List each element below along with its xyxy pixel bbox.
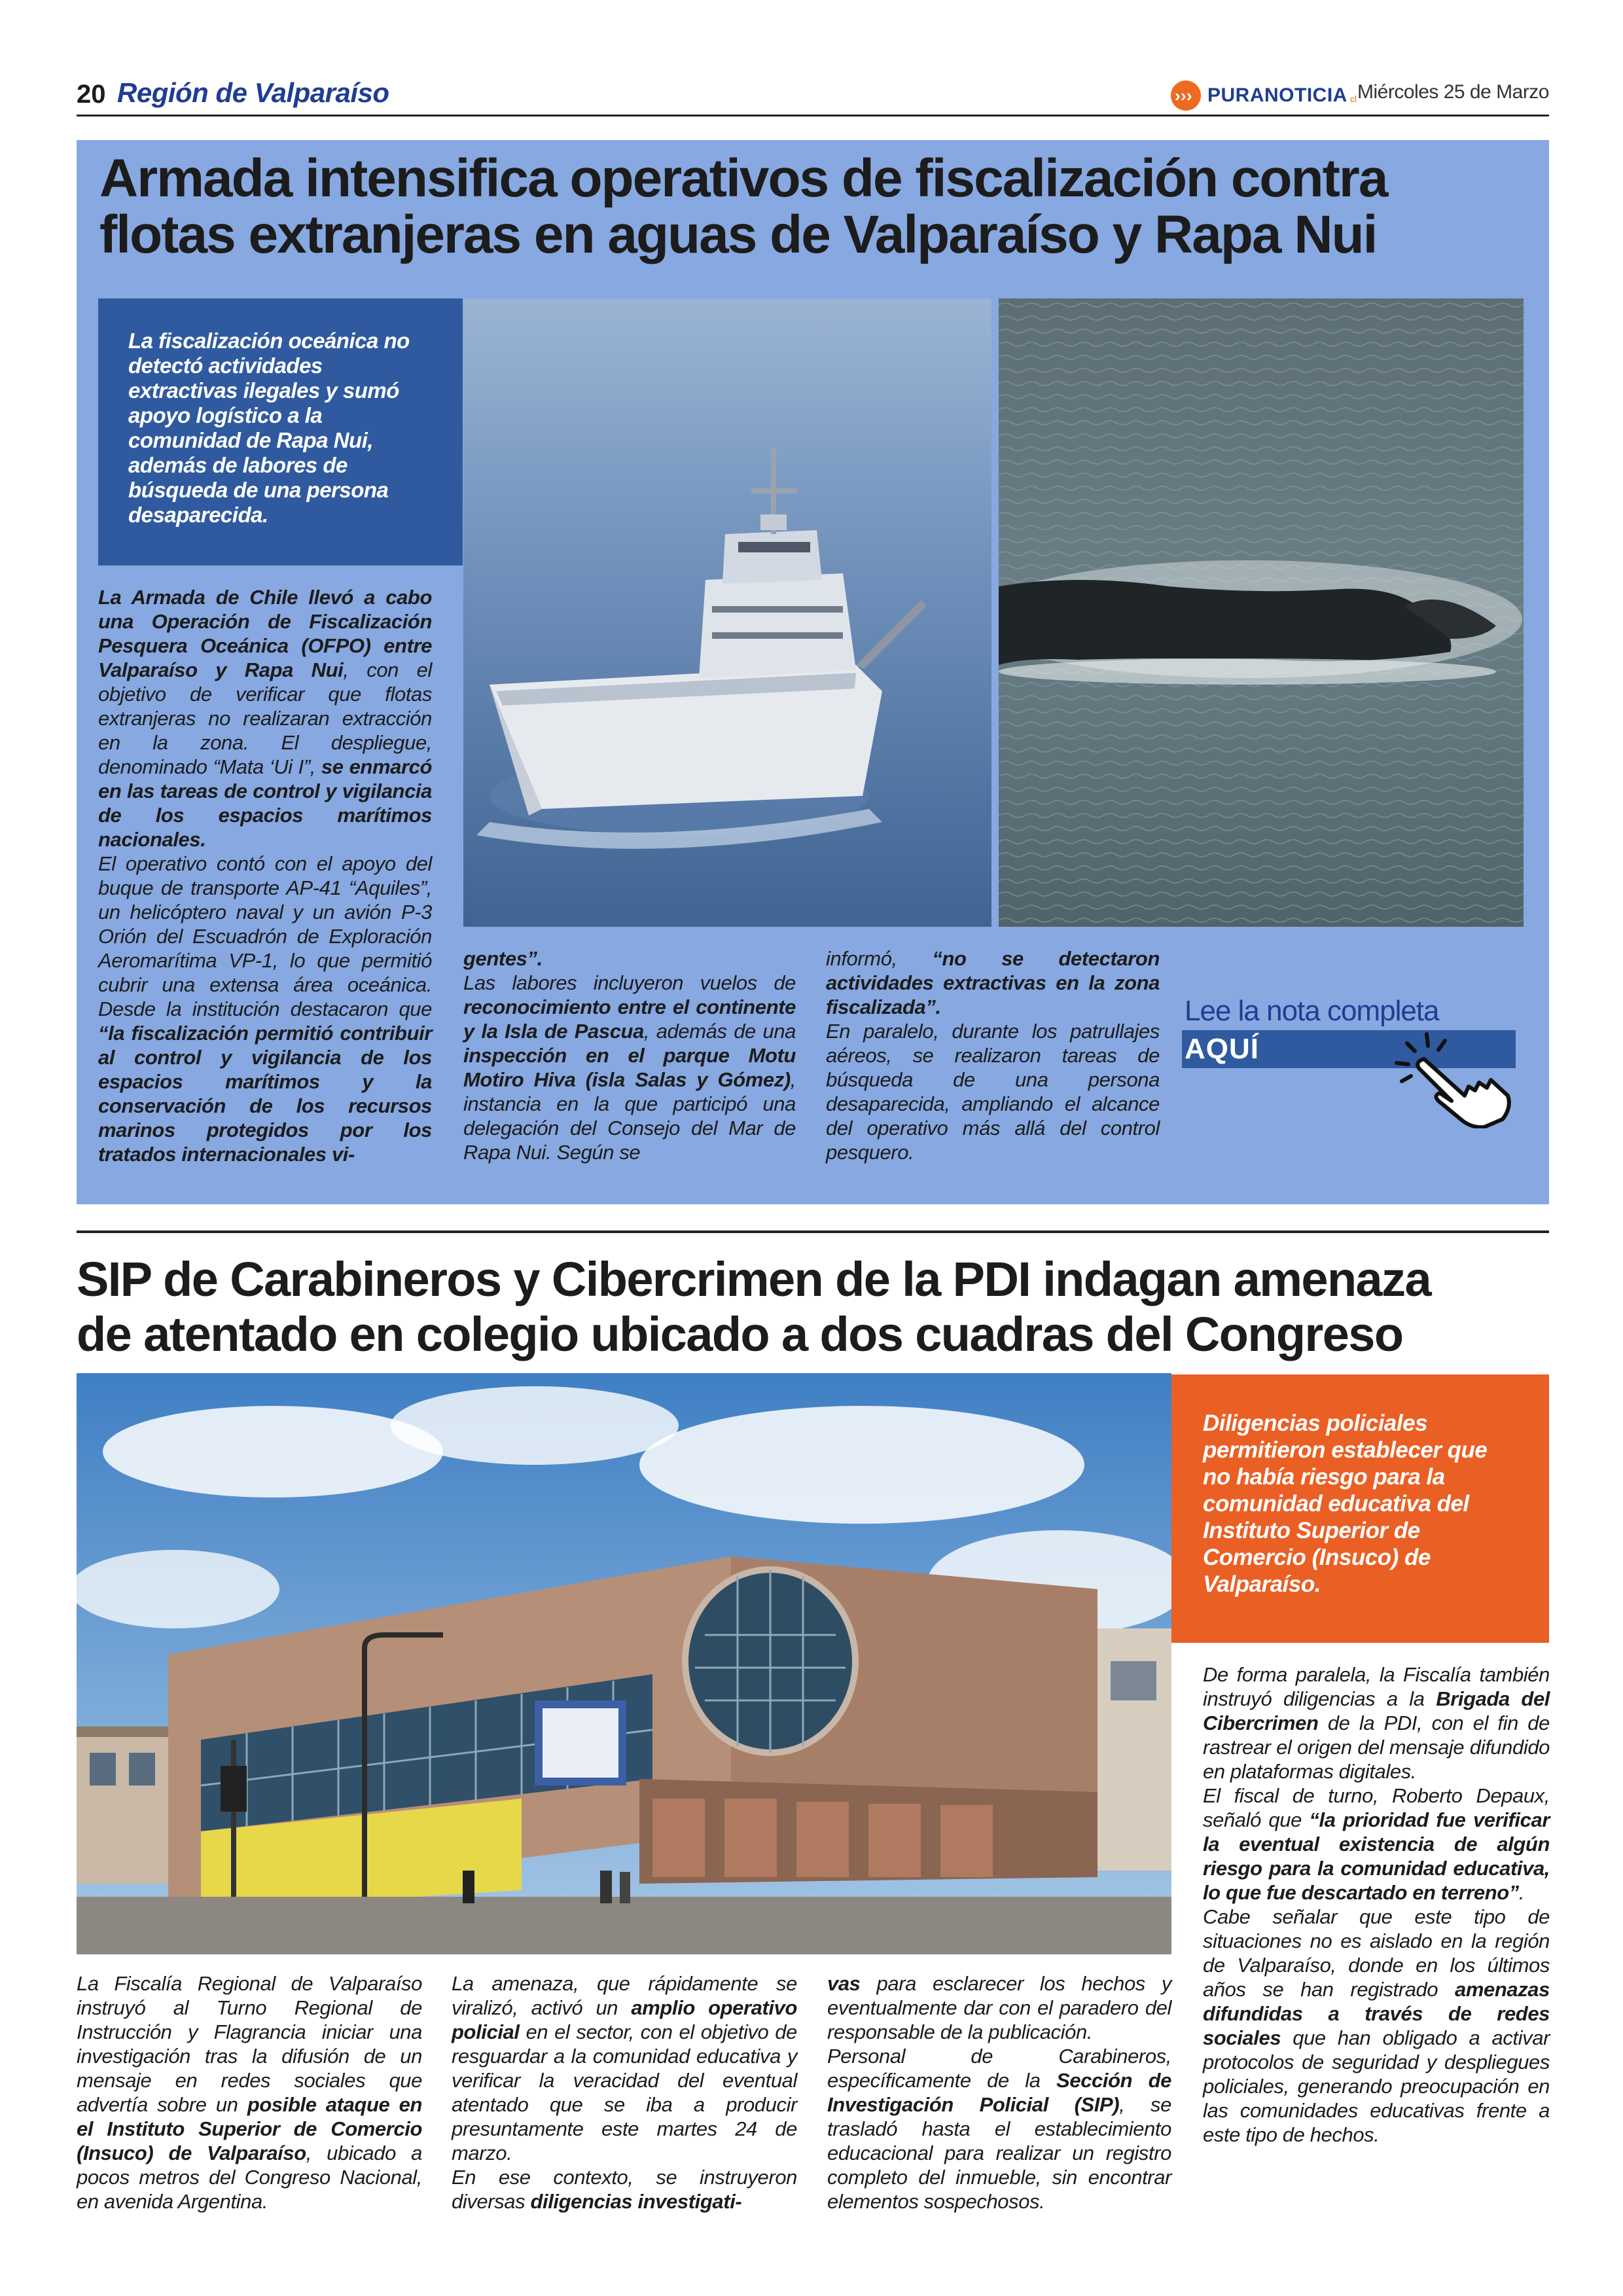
pointing-hand-icon [1393,1030,1516,1128]
story1-col1-seg0: La Armada de Chile llevó a cabo una Operación de Fiscalización Pesquera Oceánica (OFPO) entre Valparaíso y Rapa Nui [98,586,432,681]
story1-col1 [98,585,432,1166]
island-photo [999,298,1524,927]
story2-col1-seg1: posible ataque en el Instituto Superior de Comercio (Insuco) de Valparaíso [77,2093,422,2164]
school-building-photo [77,1373,1171,1954]
story2-col1-seg0: La Fiscalía Regional de Valparaíso instruyó al Turno Regional de Instrucción y Flagrancia iniciar una investigación tras la difusión de un mensaje en redes sociales que advertía sobre un [77,1972,422,2116]
story2-lead: Diligencias policiales permitieron establecer que no había riesgo para la comunidad educativa del Instituto Superior de Comercio (Insuco) de Valparaíso. [1203,1410,1488,1597]
story1-col1-seg3: El operativo contó con el apoyo del buque de transporte AP-41 “Aquiles”, un helicóptero naval y un avión P-3 Orión del Escuadrón de Exploración Aeromarítima VP-1, lo que permitió cubrir una extensa área oceánica. Desde la institución destacaron que [98,852,432,1020]
story1-col3-seg2: En paralelo, durante los patrullajes aéreos, se realizaron tareas de búsqueda de una persona desaparecida, ampliando el alcance del operativo más allá del control pesquero. [826,1020,1160,1164]
story1-col2-seg5: , instancia en la que participó una delegación del Consejo del Mar de Rapa Nui. Según se [463,1068,796,1164]
story2-col3-seg2: Sección de Investigación Policial (SIP) [827,2069,1171,2116]
story1-col2-seg2: reconocimiento entre el continente y la Isla de Pascua [463,996,796,1043]
story2-col2-seg3: diligencias investigati- [530,2190,742,2213]
story1-col3-seg1: “no se detectaron actividades extractivas en la zona fiscalizada”. [826,947,1160,1018]
story2-headline [77,1252,1549,1362]
story2-col3-seg0: vas [827,1972,861,1995]
story1-col1-seg4: “la fiscalización permitió contribuir al control y vigilancia de los espacios marítimos y la conservación de los recursos marinos protegidos por los tratados internacionales vi- [98,1022,432,1166]
story2-col4-seg1: Brigada del Cibercrimen [1203,1687,1550,1734]
story2-col4-seg2: de la PDI, con el fin de rastrear el origen del mensaje difundido en plataformas digitales. El fiscal de turno, Roberto Depaux, señaló que [1203,1712,1550,1831]
page-number: 20 [77,80,106,109]
story2-col4-seg5: amenazas difundidas a través de redes sociales [1203,1978,1550,2049]
brand-name: PURANOTICIA [1207,84,1347,106]
story2-col1-seg2: , ubicado a pocos metros del Congreso Nacional, en avenida Argentina. [77,2142,422,2213]
story2-col3 [827,1971,1171,2214]
story2-col3-seg1: para esclarecer los hechos y eventualmente dar con el paradero del responsable de la publicación. Personal de Carabineros, específicamente de la [827,1972,1171,2092]
chevrons-icon: › › › [1171,81,1201,111]
read-more-button[interactable]: AQUÍ [1185,1033,1259,1065]
page-header [77,77,1549,117]
section-divider [77,1230,1549,1233]
story2-col1 [77,1971,422,2214]
story1-lead: La fiscalización oceánica no detectó actividades extractivas ilegales y sumó apoyo logístico a la comunidad de Rapa Nui, además de labores de búsqueda de una persona desaparecida. [128,329,410,527]
story2-col4-seg4: . Cabe señalar que este tipo de situaciones no es aislado en la región de Valparaíso, donde en los últimos años se han registrado [1203,1881,1550,2001]
story1-col1-seg2: se enmarcó en las tareas de control y vigilancia de los espacios marítimos nacionales. [98,755,432,851]
story1-col2-seg0: gentes”. [463,947,543,970]
story1-headline-line1: Armada intensifica operativos de fiscalización contra [99,149,1387,208]
story2-headline-line1: SIP de Carabineros y Cibercrimen de la PDI indagan amenaza [77,1252,1431,1306]
ship-photo [463,298,991,927]
issue-date: Miércoles 25 de Marzo [1357,81,1549,103]
story2-col2 [452,1971,797,2214]
header-rule [77,115,1549,117]
brand-suffix: cl [1349,94,1357,104]
story1-col3-seg0: informó, [826,947,933,970]
story1-col2-seg4: inspección en el parque Motu Motiro Hiva (isla Salas y Gómez) [463,1044,796,1091]
story1-col2-seg3: , además de una [643,1020,796,1043]
story2-col4-seg3: “la prioridad fue verificar la eventual existencia de algún riesgo para la comunidad educativa, lo que fue descartado en terreno” [1203,1808,1550,1904]
story2-headline-line2: de atentado en colegio ubicado a dos cuadras del Congreso [77,1307,1403,1361]
section-title: Región de Valparaíso [117,77,389,108]
story1-headline [99,151,1526,263]
story2-col4-seg0: De forma paralela, la Fiscalía también instruyó diligencias a la [1203,1663,1550,1710]
story2-col3-seg3: , se trasladó hasta el establecimiento educacional para realizar un registro completo del inmueble, sin encontrar elementos sospechosos. [827,2093,1171,2213]
story1-col1-seg1: , con el objetivo de verificar que flotas extranjeras no realizaran extracción en la zona. El despliegue, denominado “Mata ‘Ui I”, [98,658,432,778]
story2-col2-seg1: amplio operativo policial [452,1996,797,2043]
read-more-label: Lee la nota completa [1185,995,1439,1027]
story2-col4-seg6: que han obligado a activar protocolos de seguridad y despliegues policiales, generando preocupación en las comunidades educativas frente a este tipo de hechos. [1203,2026,1550,2146]
story1-col3 [826,946,1160,1164]
story2-col2-seg0: La amenaza, que rápidamente se viralizó, activó un [452,1972,797,2019]
story1-col2-seg1: Las labores incluyeron vuelos de [463,971,796,994]
story1-col2 [463,946,796,1164]
story1-headline-line2: flotas extranjeras en aguas de Valparaíso y Rapa Nui [99,205,1377,264]
story2-col4 [1203,1662,1550,2147]
brand-logo [1171,77,1357,114]
story2-col2-seg2: en el sector, con el objetivo de resguardar a la comunidad educativa y verificar la veracidad del eventual atentado que se iba a producir presuntamente este martes 24 de marzo. En ese contexto, se instruyeron diversas [452,2020,797,2213]
